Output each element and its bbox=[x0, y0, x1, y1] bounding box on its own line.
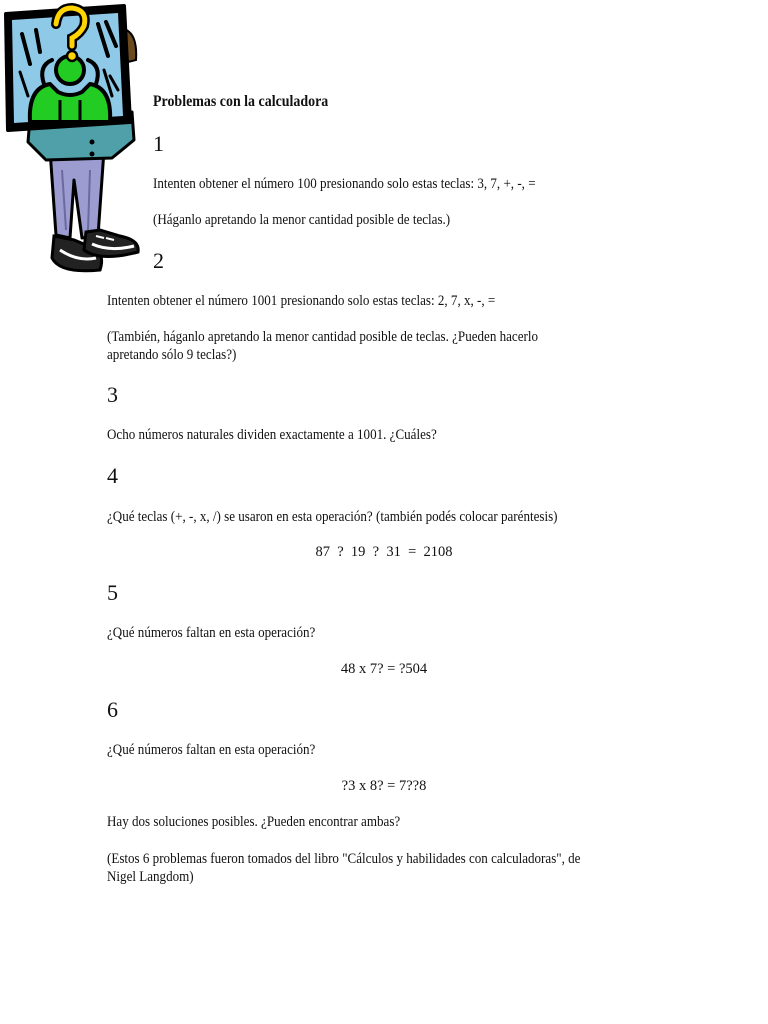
problem-number: 4 bbox=[107, 463, 118, 488]
operation: 48 x 7? = ?504 bbox=[340, 661, 428, 677]
problem-number: 2 bbox=[153, 248, 164, 273]
operation: ?3 x 8? = 7??8 bbox=[341, 778, 427, 794]
problem-note: apretando sólo 9 teclas?) bbox=[107, 347, 237, 363]
problem-followup: Hay dos soluciones posibles. ¿Pueden encontrar ambas? bbox=[107, 814, 401, 830]
problem-note: (Háganlo apretando la menor cantidad posible de teclas.) bbox=[153, 212, 451, 228]
problem-number: 3 bbox=[107, 382, 118, 407]
problem-statement: ¿Qué teclas (+, -, x, /) se usaron en esta operación? (también podés colocar paréntesis) bbox=[107, 509, 558, 525]
problem-note: (También, háganlo apretando la menor cantidad posible de teclas. ¿Pueden hacerlo bbox=[107, 329, 539, 345]
page-title: Problemas con la calculadora bbox=[153, 93, 329, 110]
problem-statement: Intenten obtener el número 100 presionando solo estas teclas: 3, 7, +, -, = bbox=[153, 176, 536, 192]
problem-statement: Ocho números naturales dividen exactamente a 1001. ¿Cuáles? bbox=[107, 427, 437, 443]
operation: 87 ? 19 ? 31 = 2108 bbox=[315, 544, 453, 560]
problem-number: 5 bbox=[107, 580, 118, 605]
confused-person-illustration bbox=[0, 0, 142, 278]
person-legs bbox=[50, 150, 104, 238]
problem-statement: ¿Qué números faltan en esta operación? bbox=[107, 625, 316, 641]
question-sign bbox=[6, 6, 130, 130]
problem-number: 6 bbox=[107, 697, 118, 722]
problem-statement: ¿Qué números faltan en esta operación? bbox=[107, 742, 316, 758]
source-note: Nigel Langdom) bbox=[107, 869, 194, 885]
problem-number: 1 bbox=[153, 131, 164, 156]
problem-statement: Intenten obtener el número 1001 presionando solo estas teclas: 2, 7, x, -, = bbox=[107, 293, 496, 309]
source-note: (Estos 6 problemas fueron tomados del libro "Cálculos y habilidades con calculadoras", de bbox=[107, 851, 581, 867]
